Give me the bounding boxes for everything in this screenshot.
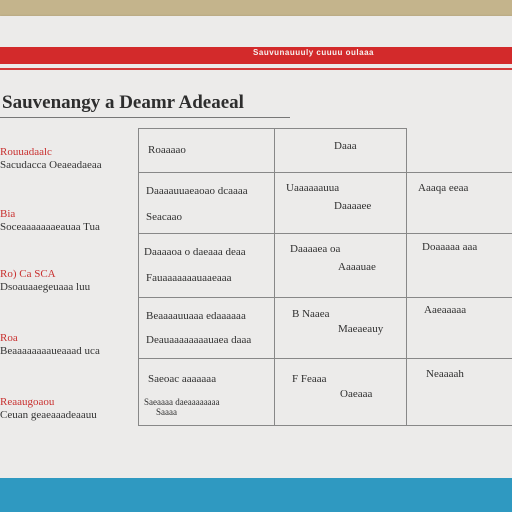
- table-cell: Daaaauuaeaoao dcaaaa: [146, 185, 248, 197]
- table-cell: Saaaa: [156, 407, 177, 417]
- table-cell: Fauaaaaaaauaaeaaa: [146, 272, 232, 284]
- document-title: Sauvenangy a Deamr Adeaeal: [2, 92, 244, 113]
- table-cell: Saeoac aaaaaaa: [148, 373, 217, 385]
- table-cell: B Naaea: [292, 308, 330, 320]
- banner-text: Sauvunauuuly cuuuu oulaaa: [253, 48, 374, 57]
- row-label-red: Reaaugoaou: [0, 396, 55, 408]
- row-label-dark: Dsoauaaegeuaaa luu: [0, 281, 91, 293]
- row-label-dark: Soceaaaaaaaeauaa Tua: [0, 221, 100, 233]
- table-cell: Saeaaaa daeaaaaaaaa: [144, 397, 220, 407]
- table-cell: Daaaaee: [334, 200, 372, 212]
- table-cell: Neaaaah: [426, 368, 464, 380]
- row-label: [0, 396, 97, 422]
- grid-line: [406, 128, 407, 425]
- row-label: [0, 208, 100, 234]
- row-label-red: Bia: [0, 208, 16, 220]
- row-label-dark: Beaaaaaaaaueaaad uca: [0, 345, 100, 357]
- banner-underline: [0, 68, 512, 70]
- row-label-red: Rouuadaalc: [0, 146, 52, 158]
- row-label: [0, 332, 100, 358]
- grid-line: [138, 297, 512, 298]
- table-cell: Oaeaaa: [340, 388, 373, 400]
- table-cell: Deauaaaaaaaauaea daaa: [146, 334, 252, 346]
- row-label-dark: Ceuan geaeaaadeaauu: [0, 409, 97, 421]
- grid-line: [138, 358, 512, 359]
- table-header-cell: Roaaaao: [148, 144, 186, 156]
- table-cell: Aaeaaaaa: [424, 304, 467, 316]
- grid-line: [138, 128, 406, 129]
- table-header-cell: Daaa: [334, 140, 357, 152]
- row-label-red: Ro) Ca SCA: [0, 268, 56, 280]
- table-cell: Maeaeauy: [338, 323, 384, 335]
- table-cell: Beaaaauuaaa edaaaaaa: [146, 310, 246, 322]
- header-banner: [0, 47, 512, 64]
- grid-line: [138, 128, 139, 425]
- row-label-dark: Sacudacca Oeaeadaeaa: [0, 159, 102, 171]
- grid-line: [138, 233, 512, 234]
- table-cell: Uaaaaaauua: [286, 182, 340, 194]
- blue-surface: [0, 478, 512, 512]
- title-rule: [0, 117, 290, 118]
- row-label-red: Roa: [0, 332, 18, 344]
- table-cell: Daaaaea oa: [290, 243, 341, 255]
- grid-line: [274, 128, 275, 425]
- table-cell: Aaaauae: [338, 261, 376, 273]
- grid-line: [138, 425, 512, 426]
- table-cell: Seacaao: [146, 211, 183, 223]
- row-label: [0, 146, 102, 172]
- table-cell: Daaaaoa o daeaaa deaa: [144, 246, 246, 258]
- table-cell: Doaaaaa aaa: [422, 241, 478, 253]
- row-label: [0, 268, 90, 294]
- table-cell: Aaaqa eeaa: [418, 182, 469, 194]
- table-cell: F Feaaa: [292, 373, 327, 385]
- grid-line: [138, 172, 512, 173]
